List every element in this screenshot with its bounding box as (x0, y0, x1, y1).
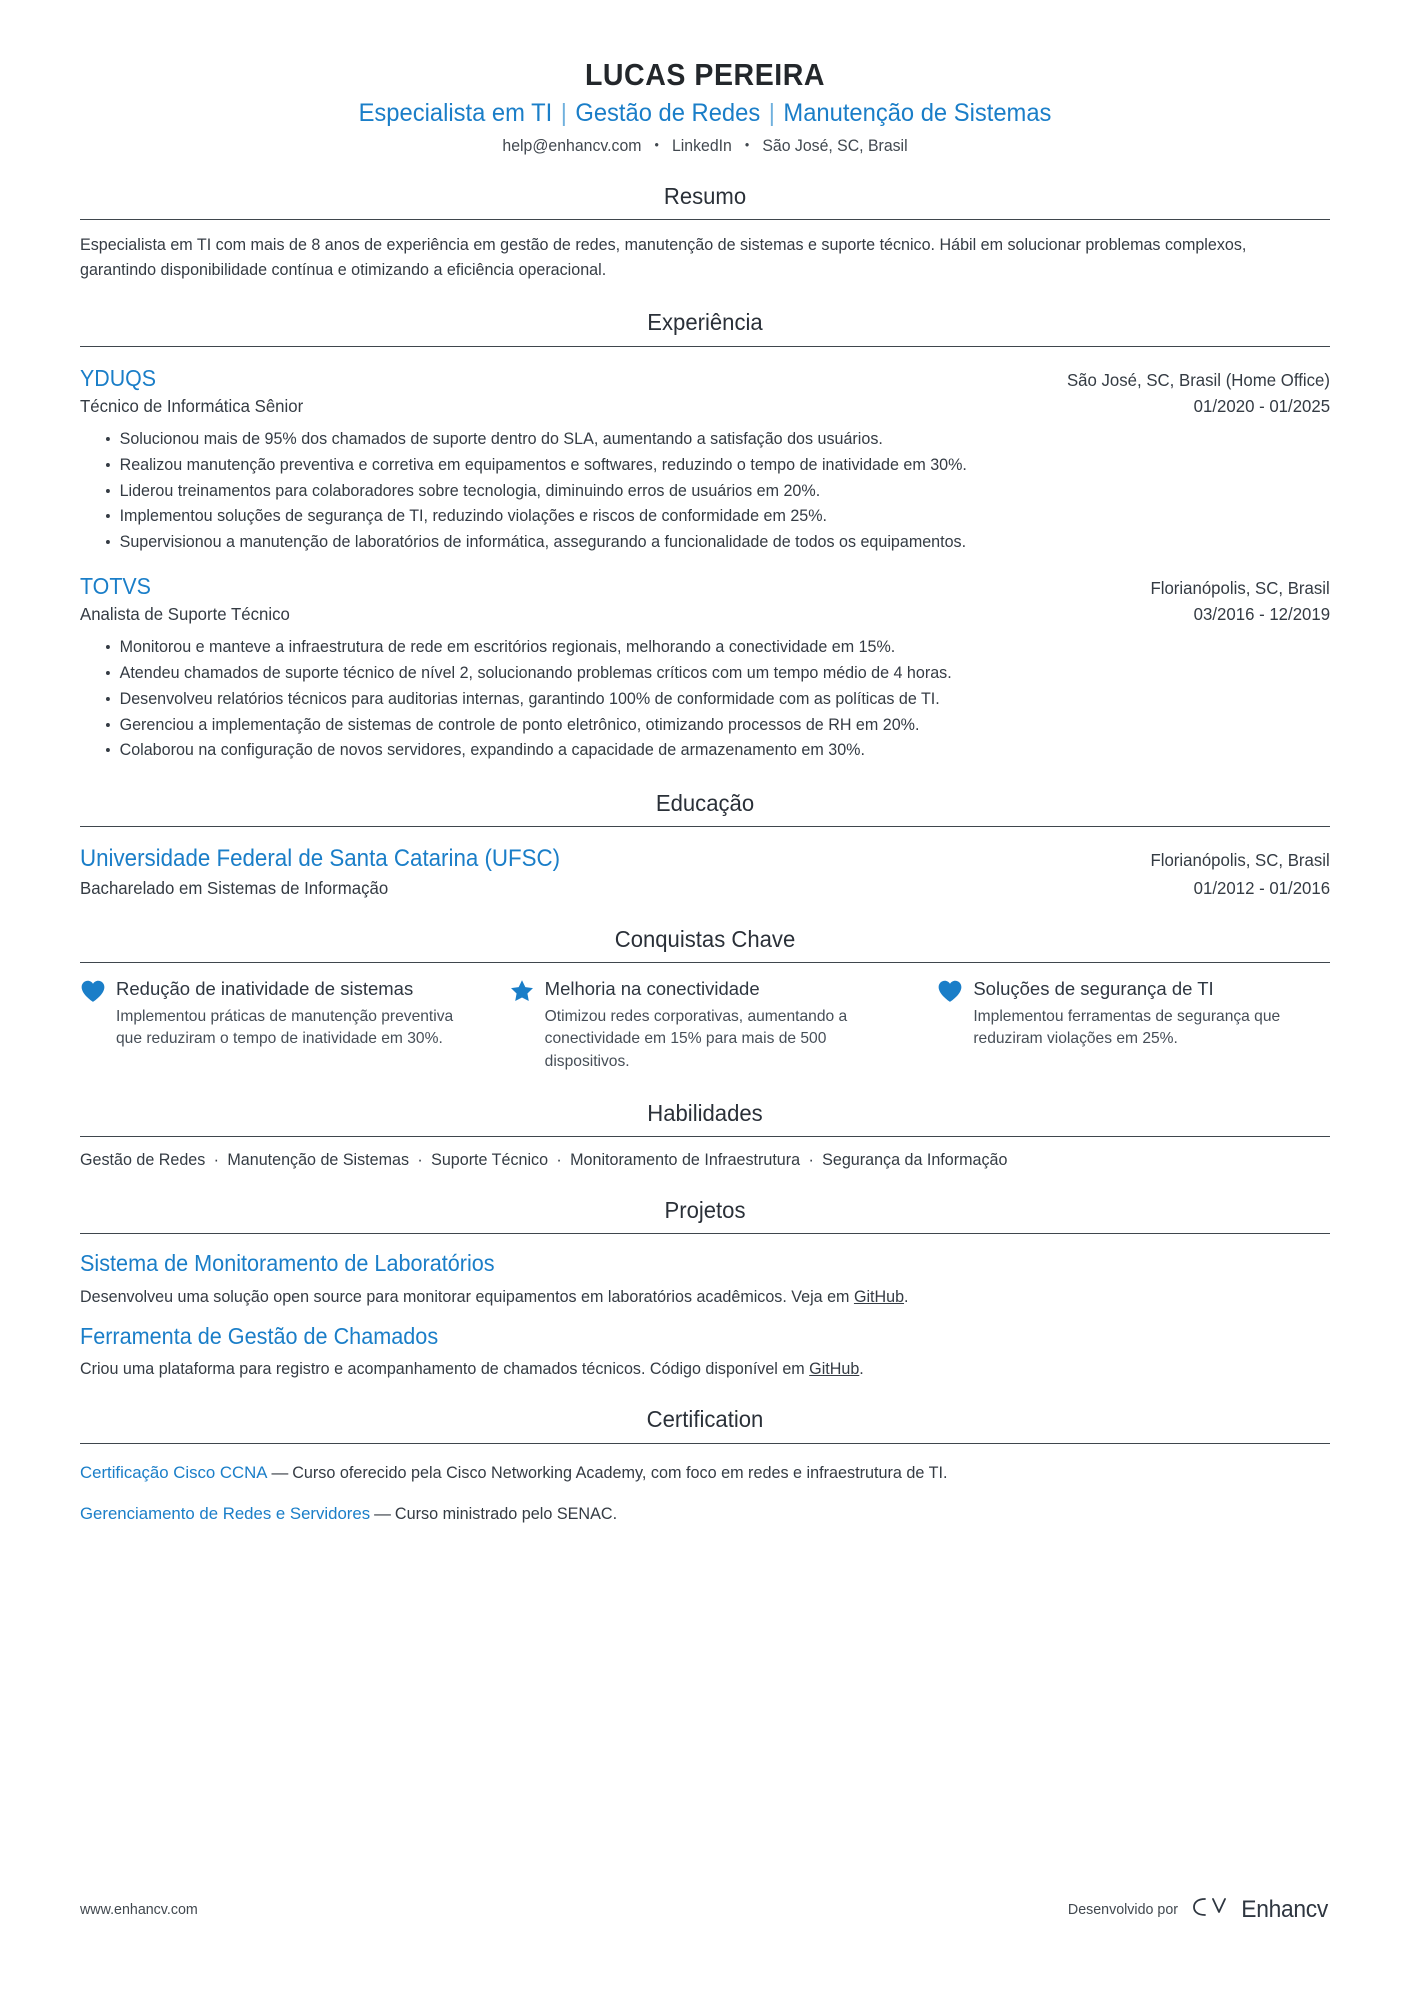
certification-name: Certificação Cisco CCNA (80, 1462, 268, 1482)
section-skills (80, 1099, 1330, 1170)
contact-email[interactable]: help@enhancv.com (502, 136, 642, 155)
achievement-title: Melhoria na conectividade (544, 978, 760, 1000)
project-item (80, 1323, 1330, 1380)
section-title-skills: Habilidades (647, 1099, 763, 1126)
skill-separator: · (556, 1149, 562, 1169)
headline-part-3: Manutenção de Sistemas (783, 99, 1052, 128)
experience-role: Analista de Suporte Técnico (80, 604, 290, 625)
section-education (80, 789, 1330, 899)
education-degree: Bacharelado em Sistemas de Informação (80, 878, 389, 899)
section-divider (80, 346, 1330, 347)
list-item: Gerenciou a implementação de sistemas de controle de ponto eletrônico, otimizando processos de RH em 20%. (106, 712, 1293, 738)
skill-item: Gestão de Redes (80, 1149, 206, 1169)
section-summary (80, 182, 1330, 283)
project-description (80, 1287, 1293, 1307)
certification-name: Gerenciamento de Redes e Servidores (80, 1503, 371, 1523)
experience-company: YDUQS (80, 364, 157, 391)
section-divider (80, 1233, 1330, 1234)
section-title-experience: Experiência (647, 309, 763, 336)
section-title-projects: Projetos (664, 1196, 746, 1223)
achievement-item (80, 977, 473, 1073)
list-item: Monitorou e manteve a infraestrutura de rede em escritórios regionais, melhorando a conectividade em 15%. (106, 634, 1293, 660)
experience-dates: 03/2016 - 12/2019 (1193, 604, 1330, 625)
skill-separator: · (417, 1149, 423, 1169)
footer-developed-by: Desenvolvido por (1067, 1901, 1178, 1918)
section-title-certification: Certification (646, 1406, 764, 1433)
section-title-summary: Resumo (663, 182, 747, 209)
section-certification (80, 1405, 1330, 1526)
experience-dates: 01/2020 - 01/2025 (1193, 396, 1330, 417)
list-item: Realizou manutenção preventiva e corretiva em equipamentos e softwares, reduzindo o tempo de inatividade em 30%. (106, 452, 1293, 478)
list-item: Atendeu chamados de suporte técnico de nível 2, solucionando problemas críticos com um tempo médio de 4 horas. (106, 660, 1293, 686)
skill-item: Manutenção de Sistemas (227, 1149, 410, 1169)
project-link[interactable]: GitHub (853, 1286, 905, 1306)
heart-icon (80, 977, 106, 1003)
education-institution: Universidade Federal de Santa Catarina (UFSC) (80, 845, 561, 873)
certification-description: Curso ministrado pelo SENAC. (394, 1504, 618, 1523)
section-experience (80, 308, 1330, 763)
achievement-title: Redução de inatividade de sistemas (116, 978, 414, 1000)
education-dates: 01/2012 - 01/2016 (1193, 878, 1330, 899)
experience-role: Técnico de Informática Sênior (80, 396, 304, 417)
resume-header (80, 0, 1330, 156)
achievement-description: Implementou ferramentas de segurança que reduziram violações em 25%. (973, 1008, 1281, 1048)
certification-dash: — (374, 1503, 391, 1523)
section-title-achievements: Conquistas Chave (614, 926, 796, 953)
experience-location: São José, SC, Brasil (Home Office) (1067, 369, 1330, 390)
experience-bullets (80, 634, 1330, 763)
skill-item: Monitoramento de Infraestrutura (570, 1149, 801, 1169)
project-description-text: Criou uma plataforma para registro e acompanhamento de chamados técnicos. Código disponível em (80, 1359, 810, 1379)
footer-url[interactable]: www.enhancv.com (80, 1901, 198, 1918)
experience-entry (80, 573, 1330, 763)
list-item: Colaborou na configuração de novos servidores, expandindo a capacidade de armazenamento em 30%. (106, 737, 1293, 763)
footer-branding (1065, 1894, 1330, 1925)
certification-dash: — (271, 1462, 289, 1482)
section-achievements (80, 925, 1330, 1073)
footer-brand-name: Enhancv (1240, 1895, 1328, 1923)
skill-separator: · (808, 1149, 814, 1169)
certification-description: Curso oferecido pela Cisco Networking Academy, com foco em redes e infraestrutura de TI. (292, 1463, 948, 1482)
achievement-item (937, 977, 1330, 1073)
headline-separator-1: | (560, 99, 567, 128)
contact-location: São José, SC, Brasil (762, 136, 908, 155)
section-title-education: Educação (655, 790, 755, 817)
section-projects (80, 1196, 1330, 1379)
contact-separator-2: • (744, 136, 750, 152)
contact-line (105, 137, 1305, 156)
skills-list (80, 1150, 1293, 1170)
project-item (80, 1250, 1330, 1307)
project-name: Sistema de Monitoramento de Laboratórios (80, 1250, 495, 1277)
skill-item: Segurança da Informação (822, 1149, 1008, 1169)
education-entry (80, 845, 1330, 899)
project-description-suffix: . (859, 1359, 864, 1379)
experience-bullets (80, 426, 1330, 555)
list-item: Desenvolveu relatórios técnicos para auditorias internas, garantindo 100% de conformidade com as políticas de TI. (106, 686, 1293, 712)
headline-part-2: Gestão de Redes (575, 99, 761, 128)
enhancv-logo-icon (1191, 1894, 1229, 1925)
candidate-name: LUCAS PEREIRA (584, 57, 826, 92)
achievements-row (80, 977, 1330, 1073)
achievement-title: Soluções de segurança de TI (973, 978, 1214, 1000)
heart-icon (937, 977, 963, 1003)
experience-location: Florianópolis, SC, Brasil (1150, 577, 1330, 598)
star-icon (509, 977, 535, 1003)
project-name: Ferramenta de Gestão de Chamados (80, 1322, 439, 1349)
achievement-item (509, 977, 902, 1073)
list-item: Supervisionou a manutenção de laboratórios de informática, assegurando a funcionalidade de todos os equipamentos. (106, 529, 1293, 555)
page-footer (80, 1894, 1330, 1925)
project-link[interactable]: GitHub (809, 1359, 860, 1379)
education-location: Florianópolis, SC, Brasil (1150, 850, 1330, 871)
certification-item (80, 1501, 1330, 1526)
certification-item (80, 1460, 1330, 1485)
headline-part-1: Especialista em TI (358, 99, 553, 128)
project-description-suffix: . (904, 1286, 909, 1306)
section-divider (80, 1443, 1330, 1444)
section-divider (80, 962, 1330, 963)
candidate-headline (111, 99, 1299, 128)
experience-entry (80, 365, 1330, 555)
project-description (80, 1359, 1293, 1379)
contact-linkedin[interactable]: LinkedIn (671, 136, 732, 155)
skill-item: Suporte Técnico (431, 1149, 549, 1169)
achievement-description: Implementou práticas de manutenção preventiva que reduziram o tempo de inatividade em 30%. (116, 1008, 454, 1048)
project-description-text: Desenvolveu uma solução open source para monitorar equipamentos em laboratórios acadêmicos. Veja em (80, 1286, 854, 1306)
headline-separator-2: | (768, 99, 775, 128)
list-item: Implementou soluções de segurança de TI, reduzindo violações e riscos de conformidade em 25%. (106, 503, 1293, 529)
section-divider (80, 219, 1330, 220)
experience-company: TOTVS (80, 572, 151, 599)
section-divider (80, 1136, 1330, 1137)
achievement-description: Otimizou redes corporativas, aumentando a conectividade em 15% para mais de 500 dispositivos. (544, 1008, 848, 1070)
summary-text: Especialista em TI com mais de 8 anos de experiência em gestão de redes, manutenção de sistemas e suporte técnico. Hábil em solucionar problemas complexos, garantindo disponibilidade contínua e otimizando a eficiência operacional. (80, 235, 1247, 280)
list-item: Liderou treinamentos para colaboradores sobre tecnologia, diminuindo erros de usuários em 20%. (106, 478, 1293, 504)
contact-separator-1: • (654, 136, 659, 152)
section-divider (80, 826, 1330, 827)
list-item: Solucionou mais de 95% dos chamados de suporte dentro do SLA, aumentando a satisfação dos usuários. (106, 426, 1293, 452)
skill-separator: · (213, 1149, 220, 1169)
